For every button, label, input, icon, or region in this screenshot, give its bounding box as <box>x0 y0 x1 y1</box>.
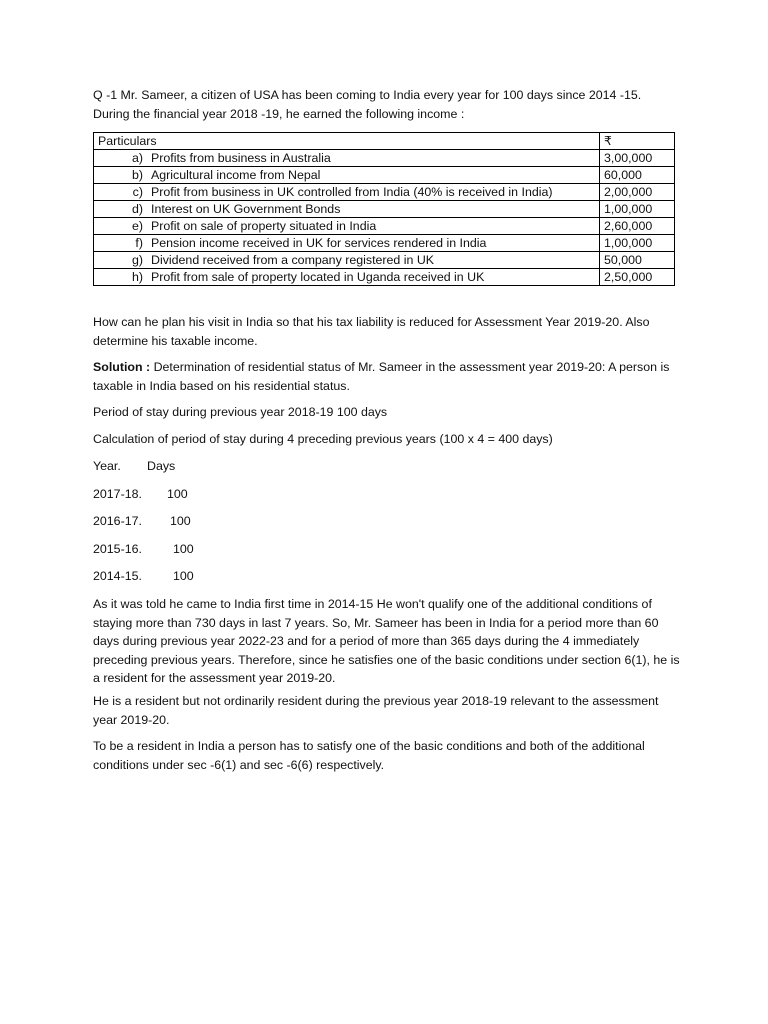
year-value: 2017-18. <box>93 487 142 501</box>
table-row <box>94 218 675 235</box>
header-particulars: Particulars <box>94 133 600 150</box>
row-text: Profit on sale of property situated in India <box>151 219 377 233</box>
year-header: Year. <box>93 459 121 473</box>
row-amount: 1,00,000 <box>600 235 675 252</box>
days-value: 100 <box>167 487 188 501</box>
row-text: Agricultural income from Nepal <box>151 168 321 182</box>
ask-paragraph: How can he plan his visit in India so that his tax liability is reduced for Assessment Year 2019-20. Also determine his taxable income. <box>93 315 650 348</box>
income-table <box>93 132 675 286</box>
row-amount: 1,00,000 <box>600 201 675 218</box>
row-label: h) <box>131 270 143 284</box>
years-header <box>93 457 175 475</box>
year-value: 2015-16. <box>93 542 142 556</box>
table-row <box>94 184 675 201</box>
row-amount: 50,000 <box>600 252 675 269</box>
year-value: 2016-17. <box>93 514 142 528</box>
question-line-2: During the financial year 2018 -19, he earned the following income : <box>93 106 465 121</box>
solution-paragraph <box>93 358 683 395</box>
row-amount: 2,00,000 <box>600 184 675 201</box>
row-label: b) <box>131 168 143 182</box>
row-text: Profit from business in UK controlled from India (40% is received in India) <box>151 185 553 199</box>
row-amount: 60,000 <box>600 167 675 184</box>
list-item <box>93 512 191 530</box>
explanation-paragraph: As it was told he came to India first time in 2014-15 He won't qualify one of the additional conditions of staying more than 730 days in last 7 years. So, Mr. Sameer has been in India for a period more than 60 days during previous year 2022-23 and for a period of more than 365 days during the 4 immediately preceding previous years. Therefore, since he satisfies one of the basic conditions under section 6(1), he is a resident for the assessment year 2019-20. <box>93 597 680 686</box>
days-value: 100 <box>173 542 194 556</box>
row-text: Dividend received from a company registered in UK <box>151 253 435 267</box>
table-row <box>94 167 675 184</box>
solution-text: Determination of residential status of Mr. Sameer in the assessment year 2019-20: A person is taxable in India based on his residential status. <box>93 360 670 393</box>
days-header: Days <box>147 459 176 473</box>
calculation-line: Calculation of period of stay during 4 preceding previous years (100 x 4 = 400 days) <box>93 432 553 446</box>
solution-label: Solution : <box>93 360 151 374</box>
days-value: 100 <box>170 514 191 528</box>
row-amount: 3,00,000 <box>600 150 675 167</box>
days-value: 100 <box>173 569 194 583</box>
row-label: e) <box>131 219 143 233</box>
row-amount: 2,50,000 <box>600 269 675 286</box>
row-text: Interest on UK Government Bonds <box>151 202 341 216</box>
year-value: 2014-15. <box>93 569 142 583</box>
status-paragraph: He is a resident but not ordinarily resident during the previous year 2018-19 relevant to the assessment year 2019-20. <box>93 694 659 727</box>
row-label: g) <box>131 253 143 267</box>
table-row <box>94 150 675 167</box>
table-header-row <box>94 133 675 150</box>
list-item <box>93 485 188 503</box>
list-item <box>93 567 194 585</box>
header-currency: ₹ <box>600 133 675 150</box>
question-line-1: Q -1 Mr. Sameer, a citizen of USA has been coming to India every year for 100 days since 2014 -15. <box>93 88 642 102</box>
conditions-paragraph: To be a resident in India a person has to satisfy one of the basic conditions and both of the additional conditions under sec -6(1) and sec -6(6) respectively. <box>93 739 645 772</box>
row-text: Profit from sale of property located in Uganda received in UK <box>151 270 485 284</box>
row-label: a) <box>131 151 143 165</box>
row-label: f) <box>135 236 143 250</box>
table-row <box>94 269 675 286</box>
list-item <box>93 540 194 558</box>
row-amount: 2,60,000 <box>600 218 675 235</box>
row-label: c) <box>132 185 143 199</box>
question-block <box>93 86 683 123</box>
period-stay-line: Period of stay during previous year 2018-19 100 days <box>93 405 388 419</box>
row-text: Pension income received in UK for services rendered in India <box>151 236 487 250</box>
table-row <box>94 252 675 269</box>
table-row <box>94 235 675 252</box>
row-text: Profits from business in Australia <box>151 151 331 165</box>
row-label: d) <box>131 202 143 216</box>
table-row <box>94 201 675 218</box>
